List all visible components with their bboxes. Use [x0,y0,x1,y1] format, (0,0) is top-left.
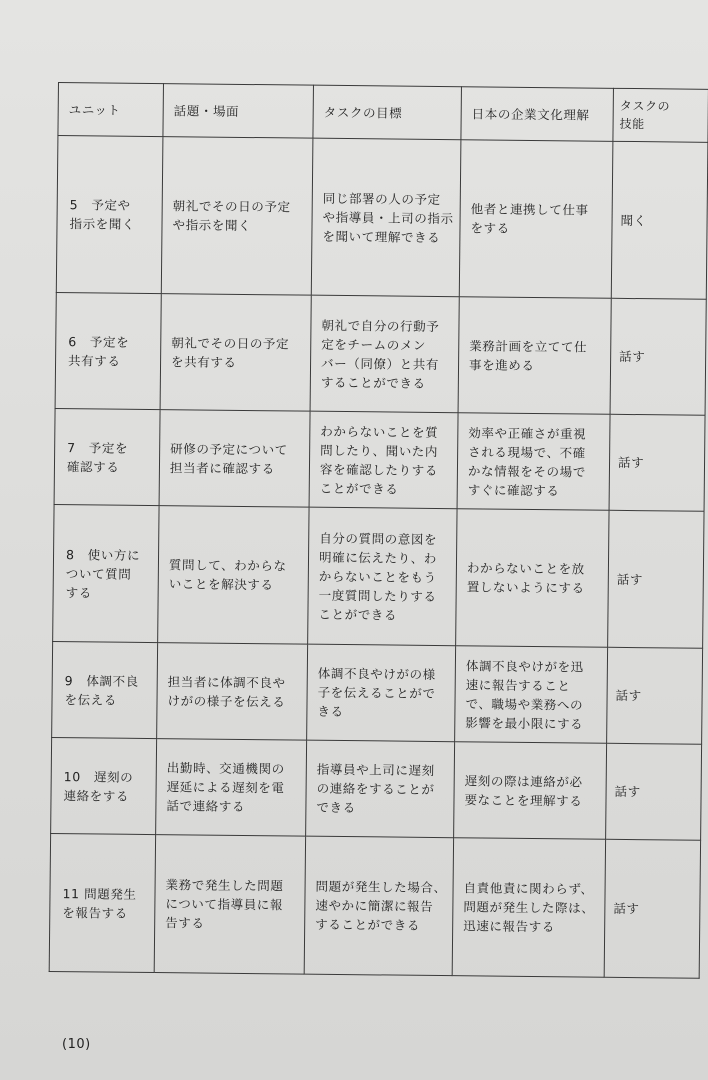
unit-cell: 11 問題発生 を報告する [49,833,155,972]
culture-cell: 自責他責に関わらず、 問題が発生した際は、 迅速に報告する [452,838,605,978]
topic-cell: 担当者に体調不良や けがの様子を伝える [157,643,308,741]
goal-cell: 同じ部署の人の予定 や指導員・上司の指示 を聞いて理解できる [311,138,461,297]
table-row [52,641,703,744]
culture-cell: 業務計画を立てて仕 事を進める [458,297,611,415]
skill-cell: 聞く [611,141,708,299]
table-row [54,408,705,511]
skill-cell: 話す [610,298,706,415]
unit-cell: 6 予定を 共有する [55,292,161,409]
table-row [56,136,708,300]
table-row [53,504,704,648]
table-row [55,292,706,415]
unit-cell: 7 予定を 確認する [54,408,160,505]
culture-cell: 体調不良やけがを迅 速に報告すること で、職場や業務への 影響を最小限にする [455,646,608,744]
skill-cell: 話す [607,647,703,744]
topic-cell: 業務で発生した問題 について指導員に報 告する [154,835,305,975]
table-header-row [58,83,708,143]
goal-cell: わからないことを質 問したり、聞いた内 容を確認したりする ことができる [309,411,458,509]
topic-cell: 朝礼でその日の予定 や指示を聞く [161,137,313,296]
unit-cell: 5 予定や 指示を聞く [56,136,163,294]
unit-cell: 10 遅刻の 連絡をする [51,737,157,834]
header-goal: タスクの目標 [313,85,462,140]
culture-cell: 効率や正確さが重視 される現場で、不確 かな情報をその場で すぐに確認する [457,413,610,511]
skill-cell: 話す [604,839,700,978]
header-culture: 日本の企業文化理解 [461,87,614,142]
unit-cell: 9 体調不良 を伝える [52,641,158,738]
goal-cell: 自分の質問の意図を 明確に伝えたり、わ からないことをもう 一度質問したりする ことができる [308,507,457,646]
header-skill: タスクの 技能 [613,88,708,142]
unit-overview-table [49,82,708,979]
skill-cell: 話す [609,414,705,511]
goal-cell: 体調不良やけがの様 子を伝えることがで きる [307,644,456,742]
skill-cell: 話す [608,510,704,648]
goal-cell: 朝礼で自分の行動予 定をチームのメン バー（同僚）と共有 することができる [310,295,459,413]
table-row [51,737,702,840]
unit-cell: 8 使い方に ついて質問 する [53,504,159,642]
culture-cell: わからないことを放 置しないようにする [456,509,609,648]
table-row [49,833,700,978]
topic-cell: 朝礼でその日の予定 を共有する [160,294,311,412]
page-number: (10) [62,1037,91,1052]
header-topic: 話題・場面 [163,84,314,139]
header-unit: ユニット [58,83,164,137]
culture-cell: 他者と連携して仕事 をする [459,140,613,299]
topic-cell: 出勤時、交通機関の 遅延による遅刻を電 話で連絡する [156,739,307,837]
skill-cell: 話す [606,743,702,840]
culture-cell: 遅刻の際は連絡が必 要なことを理解する [454,742,607,840]
goal-cell: 問題が発生した場合、 速やかに簡潔に報告 することができる [304,836,453,976]
topic-cell: 質問して、わからな いことを解決する [158,506,309,645]
topic-cell: 研修の予定について 担当者に確認する [159,410,310,508]
goal-cell: 指導員や上司に遅刻 の連絡をすることが できる [306,740,455,838]
